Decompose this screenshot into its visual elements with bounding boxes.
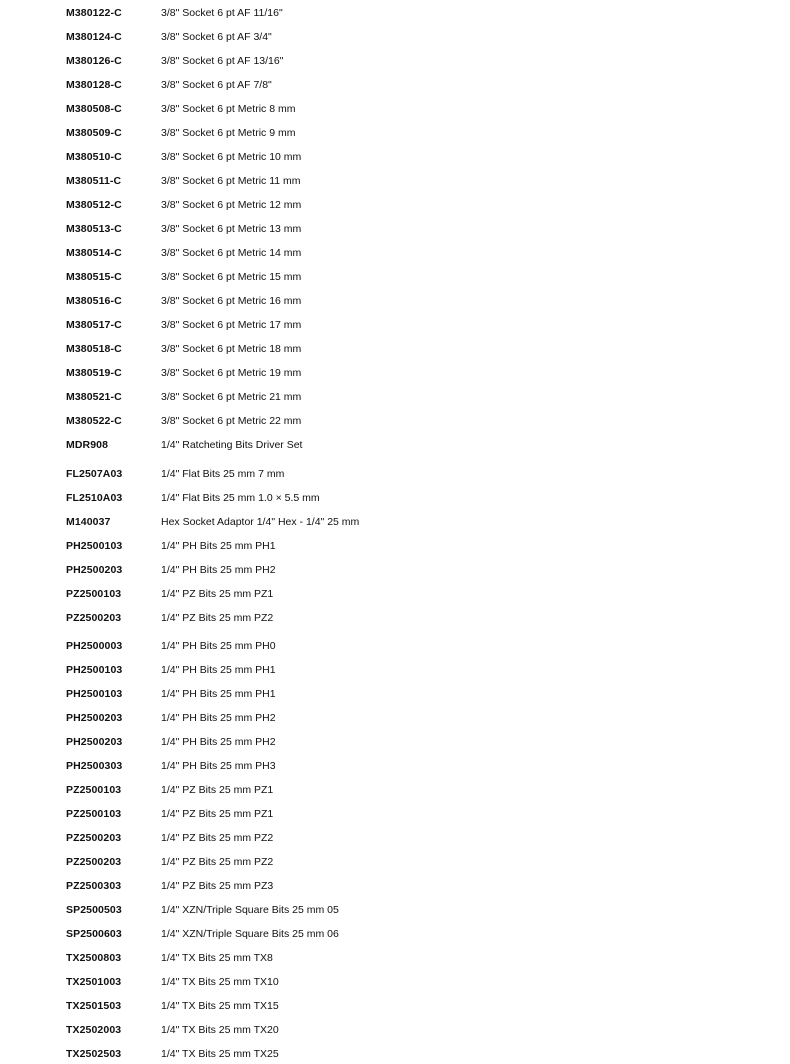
part-code: M380124-C [66, 31, 122, 43]
part-code: M380518-C [66, 343, 122, 355]
part-code: M380511-C [66, 175, 122, 187]
part-row [0, 585, 790, 603]
part-description: 3/8" Socket 6 pt AF 13/16" [161, 55, 284, 67]
part-row [0, 412, 790, 430]
part-row [0, 781, 790, 799]
part-row [0, 268, 790, 286]
part-description: Hex Socket Adaptor 1/4" Hex - 1/4" 25 mm [161, 516, 360, 528]
part-description: 1/4" TX Bits 25 mm TX15 [161, 1000, 279, 1012]
part-code: PZ2500203 [66, 856, 122, 868]
part-code: M380514-C [66, 247, 122, 259]
part-row [0, 685, 790, 703]
part-description: 3/8" Socket 6 pt Metric 8 mm [161, 103, 296, 115]
part-code: PZ2500103 [66, 588, 122, 600]
part-row [0, 244, 790, 262]
part-row [0, 388, 790, 406]
part-row [0, 1021, 790, 1039]
part-code: M380509-C [66, 127, 122, 139]
part-code: TX2501003 [66, 976, 122, 988]
part-row [0, 829, 790, 847]
part-code: M380517-C [66, 319, 122, 331]
part-row [0, 364, 790, 382]
part-row [0, 513, 790, 531]
part-description: 1/4" TX Bits 25 mm TX10 [161, 976, 279, 988]
part-code: PZ2500203 [66, 612, 122, 624]
part-code: M140037 [66, 516, 111, 528]
part-code: M380522-C [66, 415, 122, 427]
part-description: 3/8" Socket 6 pt Metric 12 mm [161, 199, 302, 211]
part-description: 3/8" Socket 6 pt AF 7/8" [161, 79, 272, 91]
part-row [0, 733, 790, 751]
part-description: 1/4" PH Bits 25 mm PH2 [161, 564, 276, 576]
part-row [0, 973, 790, 991]
part-code: M380519-C [66, 367, 122, 379]
part-row [0, 340, 790, 358]
part-description: 1/4" TX Bits 25 mm TX25 [161, 1048, 279, 1060]
part-description: 1/4" PH Bits 25 mm PH1 [161, 540, 276, 552]
part-row [0, 124, 790, 142]
part-row [0, 709, 790, 727]
part-code: FL2507A03 [66, 468, 123, 480]
part-description: 1/4" Flat Bits 25 mm 1.0 × 5.5 mm [161, 492, 320, 504]
part-code: PZ2500203 [66, 832, 122, 844]
part-row [0, 100, 790, 118]
part-row [0, 52, 790, 70]
part-description: 1/4" XZN/Triple Square Bits 25 mm 05 [161, 904, 339, 916]
part-code: MDR908 [66, 439, 109, 451]
part-code: M380512-C [66, 199, 122, 211]
part-code: M380521-C [66, 391, 122, 403]
part-row [0, 76, 790, 94]
part-code: SP2500503 [66, 904, 122, 916]
part-description: 1/4" Flat Bits 25 mm 7 mm [161, 468, 285, 480]
part-description: 1/4" Ratcheting Bits Driver Set [161, 439, 303, 451]
part-description: 3/8" Socket 6 pt Metric 17 mm [161, 319, 302, 331]
part-description: 1/4" TX Bits 25 mm TX8 [161, 952, 273, 964]
part-row [0, 28, 790, 46]
part-row [0, 172, 790, 190]
part-code: TX2501503 [66, 1000, 122, 1012]
part-description: 3/8" Socket 6 pt Metric 13 mm [161, 223, 302, 235]
part-description: 3/8" Socket 6 pt Metric 18 mm [161, 343, 302, 355]
part-row [0, 925, 790, 943]
part-row [0, 853, 790, 871]
part-row [0, 609, 790, 627]
part-description: 1/4" PZ Bits 25 mm PZ1 [161, 808, 274, 820]
part-description: 1/4" TX Bits 25 mm TX20 [161, 1024, 279, 1036]
part-row [0, 292, 790, 310]
part-code: PZ2500303 [66, 880, 122, 892]
part-code: PH2500003 [66, 640, 123, 652]
part-row [0, 316, 790, 334]
part-code: PH2500303 [66, 760, 123, 772]
part-row [0, 949, 790, 967]
part-description: 1/4" PZ Bits 25 mm PZ3 [161, 880, 274, 892]
part-description: 1/4" PZ Bits 25 mm PZ1 [161, 784, 274, 796]
part-row [0, 1045, 790, 1063]
part-row [0, 148, 790, 166]
part-row [0, 489, 790, 507]
part-code: PZ2500103 [66, 784, 122, 796]
part-code: PH2500103 [66, 688, 123, 700]
part-code: SP2500603 [66, 928, 122, 940]
part-description: 3/8" Socket 6 pt Metric 14 mm [161, 247, 302, 259]
part-row [0, 997, 790, 1015]
part-code: M380126-C [66, 55, 122, 67]
part-description: 1/4" PH Bits 25 mm PH1 [161, 688, 276, 700]
part-code: PH2500203 [66, 736, 123, 748]
part-description: 3/8" Socket 6 pt AF 11/16" [161, 7, 283, 19]
part-row [0, 637, 790, 655]
part-description: 3/8" Socket 6 pt AF 3/4" [161, 31, 272, 43]
part-code: PH2500203 [66, 712, 123, 724]
part-code: M380128-C [66, 79, 122, 91]
part-description: 1/4" PZ Bits 25 mm PZ2 [161, 856, 274, 868]
part-description: 1/4" PH Bits 25 mm PH1 [161, 664, 276, 676]
part-description: 1/4" PH Bits 25 mm PH2 [161, 712, 276, 724]
part-description: 1/4" PZ Bits 25 mm PZ2 [161, 832, 274, 844]
part-description: 1/4" PZ Bits 25 mm PZ1 [161, 588, 274, 600]
part-row [0, 805, 790, 823]
part-code: TX2502503 [66, 1048, 122, 1060]
part-description: 3/8" Socket 6 pt Metric 22 mm [161, 415, 302, 427]
part-row [0, 436, 790, 454]
part-description: 3/8" Socket 6 pt Metric 9 mm [161, 127, 296, 139]
part-description: 1/4" PH Bits 25 mm PH3 [161, 760, 276, 772]
part-code: PH2500203 [66, 564, 123, 576]
part-description: 1/4" PZ Bits 25 mm PZ2 [161, 612, 274, 624]
part-code: FL2510A03 [66, 492, 123, 504]
part-code: M380510-C [66, 151, 122, 163]
part-description: 1/4" XZN/Triple Square Bits 25 mm 06 [161, 928, 339, 940]
part-row [0, 4, 790, 22]
part-code: PH2500103 [66, 540, 123, 552]
part-row [0, 661, 790, 679]
part-description: 3/8" Socket 6 pt Metric 19 mm [161, 367, 302, 379]
part-code: PH2500103 [66, 664, 123, 676]
part-description: 3/8" Socket 6 pt Metric 11 mm [161, 175, 301, 187]
part-row [0, 561, 790, 579]
part-code: M380513-C [66, 223, 122, 235]
part-code: M380508-C [66, 103, 122, 115]
part-description: 3/8" Socket 6 pt Metric 15 mm [161, 271, 302, 283]
part-code: TX2500803 [66, 952, 122, 964]
part-row [0, 877, 790, 895]
part-description: 3/8" Socket 6 pt Metric 21 mm [161, 391, 302, 403]
part-description: 3/8" Socket 6 pt Metric 16 mm [161, 295, 302, 307]
part-description: 1/4" PH Bits 25 mm PH2 [161, 736, 276, 748]
part-description: 1/4" PH Bits 25 mm PH0 [161, 640, 276, 652]
part-row [0, 537, 790, 555]
part-code: PZ2500103 [66, 808, 122, 820]
part-row [0, 901, 790, 919]
part-code: TX2502003 [66, 1024, 122, 1036]
part-row [0, 220, 790, 238]
part-code: M380515-C [66, 271, 122, 283]
part-code: M380516-C [66, 295, 122, 307]
part-code: M380122-C [66, 7, 122, 19]
part-description: 3/8" Socket 6 pt Metric 10 mm [161, 151, 302, 163]
part-row [0, 196, 790, 214]
part-row [0, 465, 790, 483]
part-row [0, 757, 790, 775]
